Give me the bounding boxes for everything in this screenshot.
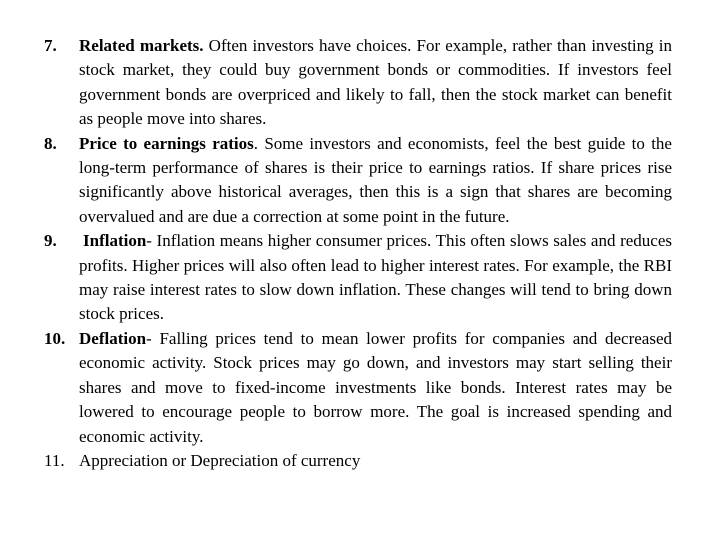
item-body: - Falling prices tend to mean lower profits for companies and decreased economic activity. Stock prices may go down, and investors may start selling their shares and move to fixed-income investments like bonds. Interest rates may be lowered to encourage people to borrow more. The goal is increased spending and economic activity. (79, 328, 672, 446)
item-text (79, 229, 672, 327)
list-item (0, 449, 720, 473)
document-body (0, 34, 720, 473)
item-heading: Price to earnings ratios (79, 133, 254, 153)
item-number: 10. (44, 328, 66, 348)
list-item (0, 327, 720, 449)
item-body: Appreciation or Depreciation of currency (79, 450, 361, 470)
item-text (79, 132, 672, 230)
item-number: 7. (44, 36, 57, 55)
list-item (0, 229, 720, 327)
item-heading: Inflation (83, 231, 147, 251)
item-text (79, 34, 672, 132)
item-heading: Deflation (79, 328, 147, 348)
item-number: 9. (44, 231, 57, 251)
list-item (0, 34, 720, 132)
item-heading: Related markets. (79, 36, 204, 55)
item-number: 8. (44, 133, 57, 153)
item-text (79, 449, 672, 473)
item-text (79, 327, 672, 449)
item-body: Often investors have choices. For example, rather than investing in stock market, they could buy government bonds or commodities. If investors feel government bonds are overpriced and likely to fall, then the stock market can benefit as people move into shares. (79, 36, 672, 129)
item-body: . Some investors and economists, feel the best guide to the long-term performance of shares is their price to earnings ratios. If share prices rise significantly above historical averages, then this is a sign that shares are becoming overvalued and are due a correction at some point in the future. (79, 133, 672, 226)
item-body: - Inflation means higher consumer prices. This often slows sales and reduces profits. Higher prices will also often lead to higher interest rates. For example, the RBI may raise interest rates to slow down inflation. These changes will tend to bring down stock prices. (79, 231, 672, 324)
item-number: 11. (44, 450, 65, 470)
list-item (0, 132, 720, 230)
